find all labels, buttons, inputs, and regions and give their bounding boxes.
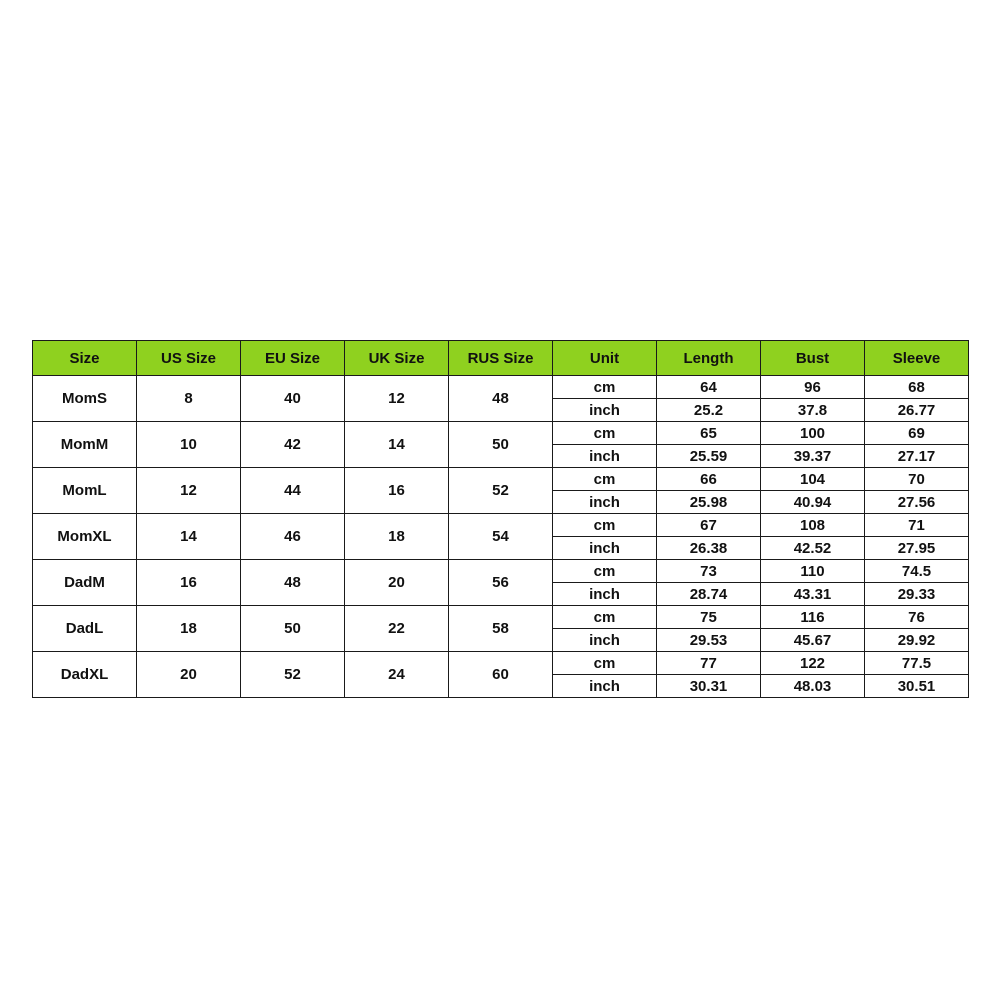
- length-cell: 66: [657, 468, 761, 491]
- unit-cell: inch: [553, 445, 657, 468]
- length-cell: 29.53: [657, 629, 761, 652]
- length-cell: 75: [657, 606, 761, 629]
- uk-size-cell: 24: [345, 652, 449, 698]
- bust-cell: 39.37: [761, 445, 865, 468]
- header-length: Length: [657, 341, 761, 376]
- header-rus-size: RUS Size: [449, 341, 553, 376]
- header-eu-size: EU Size: [241, 341, 345, 376]
- us-size-cell: 12: [137, 468, 241, 514]
- unit-cell: inch: [553, 629, 657, 652]
- size-chart-table: [32, 340, 969, 698]
- uk-size-cell: 22: [345, 606, 449, 652]
- length-cell: 26.38: [657, 537, 761, 560]
- sleeve-cell: 27.95: [865, 537, 969, 560]
- size-cell: MomS: [33, 376, 137, 422]
- rus-size-cell: 50: [449, 422, 553, 468]
- rus-size-cell: 56: [449, 560, 553, 606]
- table-body: [33, 376, 969, 698]
- length-cell: 25.98: [657, 491, 761, 514]
- length-cell: 67: [657, 514, 761, 537]
- unit-cell: cm: [553, 376, 657, 399]
- rus-size-cell: 54: [449, 514, 553, 560]
- unit-cell: cm: [553, 606, 657, 629]
- bust-cell: 104: [761, 468, 865, 491]
- length-cell: 64: [657, 376, 761, 399]
- eu-size-cell: 42: [241, 422, 345, 468]
- eu-size-cell: 40: [241, 376, 345, 422]
- length-cell: 28.74: [657, 583, 761, 606]
- unit-cell: cm: [553, 560, 657, 583]
- header-uk-size: UK Size: [345, 341, 449, 376]
- uk-size-cell: 12: [345, 376, 449, 422]
- sleeve-cell: 27.17: [865, 445, 969, 468]
- rus-size-cell: 48: [449, 376, 553, 422]
- unit-cell: inch: [553, 583, 657, 606]
- unit-cell: cm: [553, 652, 657, 675]
- us-size-cell: 16: [137, 560, 241, 606]
- bust-cell: 37.8: [761, 399, 865, 422]
- size-cell: MomL: [33, 468, 137, 514]
- sleeve-cell: 71: [865, 514, 969, 537]
- sleeve-cell: 29.92: [865, 629, 969, 652]
- rus-size-cell: 58: [449, 606, 553, 652]
- size-cell: DadL: [33, 606, 137, 652]
- size-cell: DadM: [33, 560, 137, 606]
- header-sleeve: Sleeve: [865, 341, 969, 376]
- eu-size-cell: 48: [241, 560, 345, 606]
- bust-cell: 108: [761, 514, 865, 537]
- unit-cell: inch: [553, 399, 657, 422]
- rus-size-cell: 52: [449, 468, 553, 514]
- length-cell: 65: [657, 422, 761, 445]
- table-row: [33, 514, 969, 537]
- header-size: Size: [33, 341, 137, 376]
- unit-cell: cm: [553, 468, 657, 491]
- us-size-cell: 10: [137, 422, 241, 468]
- length-cell: 73: [657, 560, 761, 583]
- eu-size-cell: 52: [241, 652, 345, 698]
- bust-cell: 110: [761, 560, 865, 583]
- uk-size-cell: 14: [345, 422, 449, 468]
- size-cell: MomM: [33, 422, 137, 468]
- eu-size-cell: 46: [241, 514, 345, 560]
- us-size-cell: 8: [137, 376, 241, 422]
- uk-size-cell: 18: [345, 514, 449, 560]
- sleeve-cell: 27.56: [865, 491, 969, 514]
- sleeve-cell: 74.5: [865, 560, 969, 583]
- unit-cell: cm: [553, 422, 657, 445]
- length-cell: 77: [657, 652, 761, 675]
- table-row: [33, 652, 969, 675]
- bust-cell: 42.52: [761, 537, 865, 560]
- header-unit: Unit: [553, 341, 657, 376]
- table-row: [33, 376, 969, 399]
- table-row: [33, 422, 969, 445]
- uk-size-cell: 16: [345, 468, 449, 514]
- unit-cell: inch: [553, 491, 657, 514]
- eu-size-cell: 44: [241, 468, 345, 514]
- sleeve-cell: 69: [865, 422, 969, 445]
- length-cell: 30.31: [657, 675, 761, 698]
- table-row: [33, 560, 969, 583]
- bust-cell: 40.94: [761, 491, 865, 514]
- us-size-cell: 20: [137, 652, 241, 698]
- size-cell: DadXL: [33, 652, 137, 698]
- eu-size-cell: 50: [241, 606, 345, 652]
- us-size-cell: 14: [137, 514, 241, 560]
- sleeve-cell: 30.51: [865, 675, 969, 698]
- uk-size-cell: 20: [345, 560, 449, 606]
- unit-cell: inch: [553, 675, 657, 698]
- header-row: [33, 341, 969, 376]
- header-us-size: US Size: [137, 341, 241, 376]
- us-size-cell: 18: [137, 606, 241, 652]
- sleeve-cell: 26.77: [865, 399, 969, 422]
- bust-cell: 122: [761, 652, 865, 675]
- bust-cell: 96: [761, 376, 865, 399]
- bust-cell: 45.67: [761, 629, 865, 652]
- sleeve-cell: 76: [865, 606, 969, 629]
- sleeve-cell: 29.33: [865, 583, 969, 606]
- size-cell: MomXL: [33, 514, 137, 560]
- sleeve-cell: 70: [865, 468, 969, 491]
- bust-cell: 43.31: [761, 583, 865, 606]
- sleeve-cell: 77.5: [865, 652, 969, 675]
- table-row: [33, 606, 969, 629]
- unit-cell: inch: [553, 537, 657, 560]
- header-bust: Bust: [761, 341, 865, 376]
- length-cell: 25.2: [657, 399, 761, 422]
- bust-cell: 116: [761, 606, 865, 629]
- unit-cell: cm: [553, 514, 657, 537]
- bust-cell: 48.03: [761, 675, 865, 698]
- length-cell: 25.59: [657, 445, 761, 468]
- sleeve-cell: 68: [865, 376, 969, 399]
- bust-cell: 100: [761, 422, 865, 445]
- rus-size-cell: 60: [449, 652, 553, 698]
- table-row: [33, 468, 969, 491]
